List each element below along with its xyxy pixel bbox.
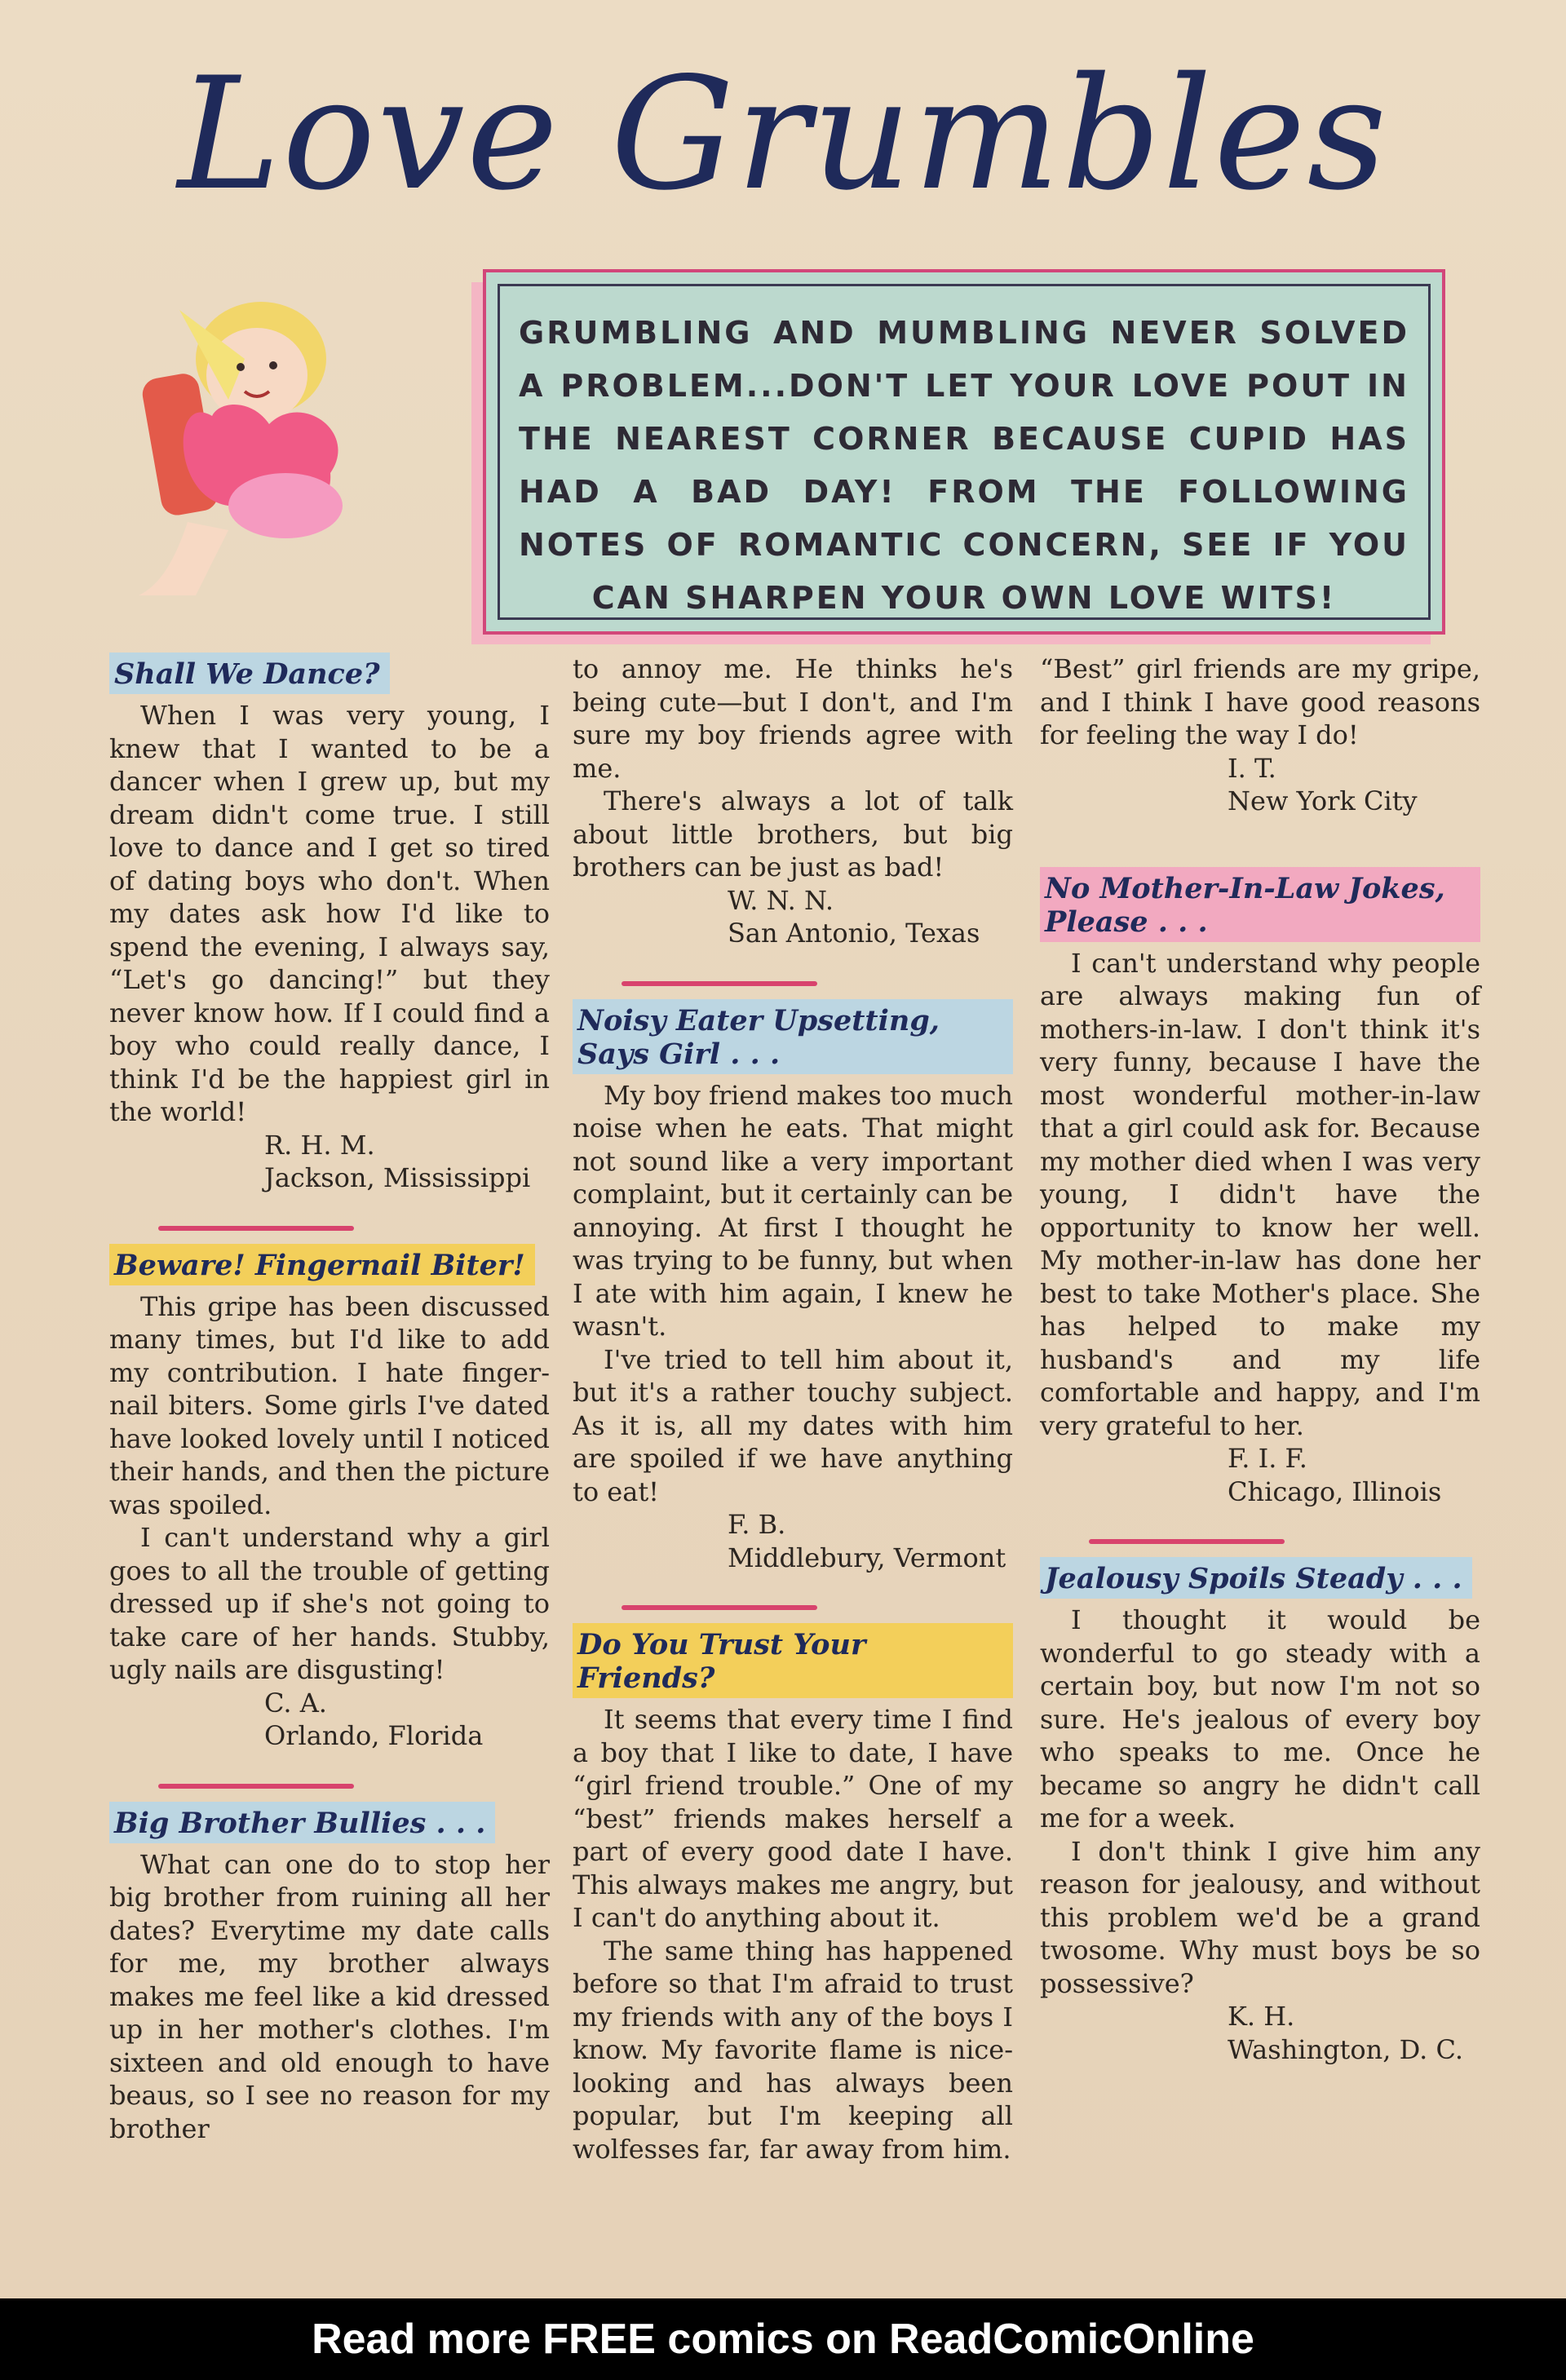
letter-heading: No Mother-In-Law Jokes, Please . . .	[1040, 867, 1480, 942]
letter-initials: C. A.	[264, 1687, 327, 1719]
letter-initials: I. T.	[1228, 752, 1276, 784]
letter-mother-in-law	[1040, 867, 1480, 1509]
letter-fingernail-biter	[109, 1244, 550, 1753]
letter-place: Washington, D. C.	[1228, 2033, 1463, 2065]
page-title: Love Grumbles	[177, 44, 1389, 224]
letter-paragraph: I don't think I give him any reason for jealousy, and without this problem we'd be a grand twosome. Why must boys be so possessive?	[1040, 1835, 1480, 1999]
letter-place: Jackson, Mississippi	[264, 1162, 531, 1193]
letter-paragraph: The same thing has happened before so that I'm afraid to trust my friends with any of the boys I know. My favorite flame is nice-looking and has always been popular, but I'm keeping all wolfesses far, far away from him.	[573, 1935, 1013, 2165]
letter-heading: Do You Trust Your Friends?	[573, 1623, 1013, 1698]
letter-big-brother	[109, 1802, 550, 2146]
letter-initials: W. N. N.	[728, 884, 834, 916]
letter-initials: K. H.	[1228, 2001, 1295, 2032]
letter-place: Middlebury, Vermont	[728, 1542, 1006, 1573]
letter-paragraph: I thought it would be wonderful to go steady with a certain boy, but now I'm not so sure. He's jealous of every boy who speaks to me. Once he became so angry he didn't call me for a week.	[1040, 1604, 1480, 1834]
letter-paragraph-continued: to annoy me. He thinks he's being cute—but I don't, and I'm sure my boy friends agree with me.	[573, 653, 1013, 784]
letter-heading: Big Brother Bullies . . .	[109, 1802, 495, 1843]
column-1	[109, 653, 550, 2145]
letter-trust-friends	[573, 1623, 1013, 2165]
letter-paragraph: This gripe has been discussed many times, but I'd like to add my contribution. I hate finger-nail biters. Some girls I've dated have looked lovely until I noticed their hands, and then the picture was spoiled.	[109, 1290, 550, 1520]
letter-place: Chicago, Illinois	[1228, 1475, 1442, 1507]
letter-place: San Antonio, Texas	[728, 918, 980, 949]
letter-paragraph: What can one do to stop her big brother from ruining all her dates? Everytime my date calls for me, my brother always makes me feel like a kid dressed up in her mother's clothes. I'm sixteen and old enough to have beaus, so I see no reason for my brother	[109, 1848, 550, 2144]
letter-paragraph: I can't understand why people are always making fun of mothers-in-law. I don't think it's very funny, because I have the most wonderful mother-in-law that a girl could ask for. Because my mother died when I was very young, I didn't have the opportunity to know her well. My mother-in-law has done her best to take Mother's place. She has helped to make my husband's and my life comfortable and happy, and I'm very grateful to her.	[1040, 947, 1480, 1441]
letter-heading: Noisy Eater Upsetting, Says Girl . . .	[573, 999, 1013, 1074]
letter-paragraph: I can't understand why a girl goes to all the trouble of getting dressed up if she's not going to take care of her hands. Stubby, ugly nails are disgusting!	[109, 1522, 550, 1685]
column-3	[1040, 653, 1480, 2066]
letter-paragraph: I've tried to tell him about it, but it's a rather touchy subject. As it is, all my dates with him are spoiled if we have anything to eat!	[573, 1343, 1013, 1507]
letter-paragraph: There's always a lot of talk about little brothers, but big brothers can be just as bad!	[573, 785, 1013, 883]
letter-heading: Shall We Dance?	[109, 653, 390, 694]
letter-paragraph: When I was very young, I knew that I wanted to be a dancer when I grew up, but my dream didn't come true. I still love to dance and I get so tired of dating boys who don't. When my dates ask how I'd like to spend the evening, I always say, “Let's go dancing!” but they never know how. If I could find a boy who could really dance, I think I'd be the happiest girl in the world!	[109, 700, 550, 1127]
letter-initials: F. I. F.	[1228, 1443, 1307, 1474]
letter-initials: R. H. M.	[264, 1129, 375, 1161]
letter-initials: F. B.	[728, 1509, 786, 1540]
intro-box	[483, 269, 1445, 635]
letter-jealousy	[1040, 1557, 1480, 2066]
column-2	[573, 653, 1013, 2165]
cupid-illustration	[122, 261, 392, 612]
letter-heading: Jealousy Spoils Steady . . .	[1040, 1557, 1472, 1599]
letter-paragraph: My boy friend makes too much noise when he eats. That might not sound like a very important complaint, but it certainly can be annoying. At first I thought he was trying to be funny, but when I ate with him again, I knew he wasn't.	[573, 1079, 1013, 1342]
letter-shall-we-dance	[109, 653, 550, 1195]
intro-text: GRUMBLING AND MUMBLING NEVER SOLVED A PROBLEM...DON'T LET YOUR LOVE POUT IN THE NEAREST CORNER BECAUSE CUPID HAS HAD A BAD DAY! FROM THE FOLLOWING NOTES OF ROMANTIC CONCERN, SEE IF YOU CAN SHARPEN YOUR OWN LOVE WITS!	[519, 315, 1409, 616]
promo-footer-link[interactable]: Read more FREE comics on ReadComicOnline	[0, 2298, 1566, 2380]
letter-paragraph: It seems that every time I find a boy that I like to date, I have “girl friend trouble.” One of my “best” friends makes herself a part of every good date I have. This always makes me angry, but I can't do anything about it.	[573, 1704, 1013, 1933]
letter-noisy-eater	[573, 999, 1013, 1575]
letter-place: Orlando, Florida	[264, 1720, 484, 1751]
letter-paragraph-continued: “Best” girl friends are my gripe, and I think I have good reasons for feeling the way I do!	[1040, 653, 1480, 750]
letter-heading: Beware! Fingernail Biter!	[109, 1244, 535, 1285]
letter-place: New York City	[1228, 785, 1418, 816]
